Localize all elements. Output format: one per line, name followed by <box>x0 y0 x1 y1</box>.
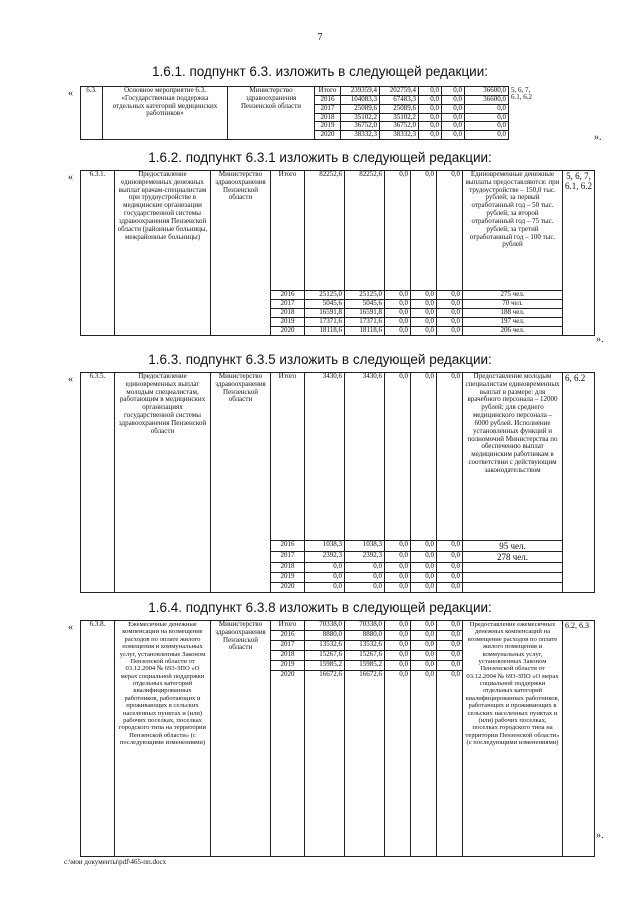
regional-cell: 16591,8 <box>345 309 385 318</box>
value-cell: 0,0 <box>437 661 463 671</box>
regional-cell: 15985,2 <box>345 661 385 671</box>
regional-cell: 67483,3 <box>380 96 419 105</box>
regional-cell: 3430,6 <box>345 373 385 541</box>
executor: Министерство здравоохранения Пензенской области <box>211 171 271 336</box>
value-cell: 0,0 <box>385 563 411 573</box>
row-code: 6.3.8. <box>81 621 115 857</box>
section-heading-6-3: 1.6.1. подпункт 6.3. изложить в следующей редакции: <box>151 64 489 79</box>
value-cell: 0,0 <box>437 291 463 300</box>
value-cell: 0,0 <box>419 131 442 140</box>
value-cell: 0,0 <box>437 373 463 541</box>
value-cell: 0,0 <box>411 671 437 857</box>
year-cell: 2018 <box>271 309 305 318</box>
total-cell: 25089,6 <box>341 104 380 113</box>
value-cell: 0,0 <box>437 651 463 661</box>
result-count: 70 чел. <box>463 300 563 309</box>
value-cell: 0,0 <box>411 552 437 563</box>
value-cell: 0,0 <box>411 541 437 552</box>
regional-cell: 13532,6 <box>345 641 385 651</box>
value-cell: 0,0 <box>465 122 509 131</box>
total-cell: 239359,4 <box>341 87 380 96</box>
year-cell: 2016 <box>271 631 305 641</box>
table-6-3 <box>80 86 539 140</box>
regional-cell: 202759,4 <box>380 87 419 96</box>
value-cell: 0,0 <box>411 291 437 300</box>
value-cell: 0,0 <box>411 300 437 309</box>
value-cell: 0,0 <box>411 171 437 291</box>
result-count <box>463 563 563 573</box>
value-cell: 0,0 <box>411 309 437 318</box>
total-cell: 25125,0 <box>305 291 345 300</box>
year-cell: 2018 <box>315 113 341 122</box>
year-cell: 2017 <box>271 552 305 563</box>
result-count: 188 чел. <box>463 309 563 318</box>
value-cell: 0,0 <box>442 113 465 122</box>
total-cell: 0,0 <box>305 573 345 583</box>
value-cell: 0,0 <box>411 563 437 573</box>
year-cell: Итого <box>271 373 305 541</box>
value-cell: 0,0 <box>437 583 463 593</box>
year-cell: Итого <box>315 87 341 96</box>
value-cell: 0,0 <box>419 113 442 122</box>
measure-name: Предоставление единовременных выплат молодым специалистам, работающим в медицинских организациях государственной системы здравоохранения Пензенской области <box>115 373 211 593</box>
executor: Министерство здравоохранения Пензенской области <box>228 87 315 140</box>
total-cell: 38332,3 <box>341 131 380 140</box>
result-text: Единовременные денежные выплаты предоставляются: при трудоустройстве – 150,0 тыс. рублей; за первый отработанный год – 50 тыс. рублей; за второй отработанный год – 75 тыс. рублей; за третий отработанный год – 100 тыс. рублей <box>463 171 563 291</box>
value-cell: 0,0 <box>437 563 463 573</box>
value-cell: 0,0 <box>411 583 437 593</box>
value-cell: 0,0 <box>465 104 509 113</box>
goals: 6.2, 6.3 <box>563 621 595 857</box>
total-cell: 16591,8 <box>305 309 345 318</box>
value-cell: 0,0 <box>385 373 411 541</box>
year-cell: 2020 <box>271 327 305 336</box>
total-cell: 1038,3 <box>305 541 345 552</box>
page-number: 7 <box>317 32 323 43</box>
total-cell: 13532,6 <box>305 641 345 651</box>
value-cell: 0,0 <box>437 552 463 563</box>
goals: 5, 6, 7, 6.1, 6.2 <box>563 171 595 336</box>
quote-close: ». <box>596 334 604 345</box>
measure-name: Ежемесячные денежные компенсации на возмещение расходов по оплате жилого помещения и коммунальных услуг, установленные Законом Пензенской области от 03.12.2004 № 693-ЗПО «О мерах социальной поддержки отдельных категорий квалифицированных работников, работающих и проживающих в сельских населенных пунктах и (или) рабочих поселках, поселках городского типа на территории Пензенской области» (с последующими изменениями) <box>115 621 211 857</box>
value-cell: 0,0 <box>385 671 411 857</box>
value-cell: 0,0 <box>465 131 509 140</box>
value-cell: 0,0 <box>437 573 463 583</box>
total-cell: 8880,0 <box>305 631 345 641</box>
year-cell: 2019 <box>271 573 305 583</box>
quote-open: « <box>68 622 73 633</box>
value-cell: 0,0 <box>437 621 463 631</box>
regional-cell: 5045,6 <box>345 300 385 309</box>
value-cell: 36600,0 <box>465 87 509 96</box>
value-cell: 0,0 <box>442 131 465 140</box>
year-cell: Итого <box>271 171 305 291</box>
table-6-3-8 <box>80 620 595 857</box>
value-cell: 0,0 <box>442 104 465 113</box>
year-cell: 2018 <box>271 651 305 661</box>
value-cell: 0,0 <box>419 104 442 113</box>
total-cell: 15985,2 <box>305 661 345 671</box>
regional-cell: 1038,3 <box>345 541 385 552</box>
section-heading-6-3-1: 1.6.2. подпункт 6.3.1 изложить в следующей редакции: <box>148 150 492 165</box>
total-cell: 82252,6 <box>305 171 345 291</box>
value-cell: 0,0 <box>385 641 411 651</box>
regional-cell: 25125,0 <box>345 291 385 300</box>
total-cell: 104083,3 <box>341 96 380 105</box>
regional-cell: 25089,6 <box>380 104 419 113</box>
total-cell: 17371,6 <box>305 318 345 327</box>
section-heading-6-3-5: 1.6.3. подпункт 6.3.5 изложить в следующей редакции: <box>148 352 492 367</box>
regional-cell: 0,0 <box>345 563 385 573</box>
value-cell: 0,0 <box>437 327 463 336</box>
quote-open: « <box>68 374 73 385</box>
year-cell: 2020 <box>271 671 305 857</box>
total-cell: 15267,6 <box>305 651 345 661</box>
goals: 5, 6, 7, 6.1, 6.2 <box>511 86 532 102</box>
value-cell: 0,0 <box>442 96 465 105</box>
result-count: 206 чел. <box>463 327 563 336</box>
value-cell: 0,0 <box>411 327 437 336</box>
year-cell: 2016 <box>271 541 305 552</box>
year-cell: 2017 <box>315 104 341 113</box>
value-cell: 0,0 <box>385 651 411 661</box>
result-text: Предоставление молодым специалистам единовременных выплат в размере: для врачебного персонала – 12000 рублей; для среднего медицинского персонала – 6000 рублей. Исполнение установленных функций и полномочий Министерства по обеспечению выплат медицинским работникам в соответствии с действующим законодательством <box>463 373 563 541</box>
year-cell: 2020 <box>271 583 305 593</box>
total-cell: 70338,0 <box>305 621 345 631</box>
regional-cell: 0,0 <box>345 583 385 593</box>
value-cell: 0,0 <box>385 552 411 563</box>
total-cell: 0,0 <box>305 583 345 593</box>
measure-name: Предоставление единовременных денежных выплат врачам-специалистам при трудоустройстве в медицинские организации государственной системы здравоохранения Пензенской области (районные больницы, межрайонные больницы) <box>115 171 211 336</box>
regional-cell: 17371,6 <box>345 318 385 327</box>
value-cell: 0,0 <box>385 583 411 593</box>
executor: Министерство здравоохранения Пензенской области <box>211 621 271 857</box>
result-count: 275 чел. <box>463 291 563 300</box>
value-cell: 0,0 <box>411 318 437 327</box>
result-count <box>463 583 563 593</box>
value-cell: 0,0 <box>419 87 442 96</box>
table-6-3-1 <box>80 170 595 336</box>
result-count: 95 чел. <box>463 541 563 552</box>
total-cell: 2392,3 <box>305 552 345 563</box>
quote-close: ». <box>594 132 602 143</box>
regional-cell: 82252,6 <box>345 171 385 291</box>
row-code: 6.3.1. <box>81 171 115 336</box>
value-cell: 0,0 <box>385 621 411 631</box>
value-cell: 0,0 <box>437 300 463 309</box>
year-cell: 2017 <box>271 300 305 309</box>
value-cell: 0,0 <box>385 573 411 583</box>
measure-name: Основное мероприятие 6.3. «Государственная поддержка отдельных категорий медицинских работников» <box>103 87 228 140</box>
value-cell: 0,0 <box>411 373 437 541</box>
value-cell: 0,0 <box>385 291 411 300</box>
value-cell: 0,0 <box>385 661 411 671</box>
regional-cell: 0,0 <box>345 573 385 583</box>
year-cell: 2019 <box>271 661 305 671</box>
total-cell: 16672,6 <box>305 671 345 857</box>
regional-cell: 70338,0 <box>345 621 385 631</box>
value-cell: 0,0 <box>385 309 411 318</box>
value-cell: 0,0 <box>411 621 437 631</box>
row-code: 6.3.5. <box>81 373 115 593</box>
total-cell: 0,0 <box>305 563 345 573</box>
regional-cell: 38332,3 <box>380 131 419 140</box>
quote-open: « <box>68 88 73 99</box>
year-cell: 2019 <box>315 122 341 131</box>
value-cell: 0,0 <box>411 651 437 661</box>
value-cell: 0,0 <box>437 541 463 552</box>
section-heading-6-3-8: 1.6.4. подпункт 6.3.8 изложить в следующей редакции: <box>148 600 492 615</box>
value-cell: 0,0 <box>385 327 411 336</box>
regional-cell: 2392,3 <box>345 552 385 563</box>
regional-cell: 16672,6 <box>345 671 385 857</box>
value-cell: 0,0 <box>437 671 463 857</box>
value-cell: 0,0 <box>442 87 465 96</box>
value-cell: 0,0 <box>437 318 463 327</box>
total-cell: 18118,6 <box>305 327 345 336</box>
regional-cell: 15267,6 <box>345 651 385 661</box>
value-cell: 0,0 <box>419 122 442 131</box>
value-cell: 0,0 <box>437 641 463 651</box>
year-cell: 2020 <box>315 131 341 140</box>
executor: Министерство здравоохранения Пензенской области <box>211 373 271 593</box>
year-cell: Итого <box>271 621 305 631</box>
value-cell: 0,0 <box>419 96 442 105</box>
total-cell: 36752,0 <box>341 122 380 131</box>
year-cell: 2017 <box>271 641 305 651</box>
row-code: 6.3. <box>81 87 103 140</box>
result-text: Предоставление ежемесячных денежных компенсаций на возмещение расходов по оплате жилого помещения и коммунальных услуг, установленных Законом Пензенской области от 03.12.2004 № 693-ЗПО «О мерах социальной поддержки отдельных категорий квалифицированных работников, работающих и проживающих в сельских населенных пунктах и (или) рабочих поселках, поселках городского типа на территории Пензенской области» (с последующими изменениями) <box>463 621 563 857</box>
value-cell: 0,0 <box>411 631 437 641</box>
footer-file-path: c:\мои документы\pdf\465-пп.docx <box>64 858 167 866</box>
year-cell: 2019 <box>271 318 305 327</box>
goals: 6, 6.2 <box>563 373 595 593</box>
value-cell: 0,0 <box>385 318 411 327</box>
value-cell: 0,0 <box>385 541 411 552</box>
value-cell: 0,0 <box>385 631 411 641</box>
value-cell: 0,0 <box>442 122 465 131</box>
value-cell: 0,0 <box>437 309 463 318</box>
regional-cell: 35102,2 <box>380 113 419 122</box>
regional-cell: 36752,0 <box>380 122 419 131</box>
quote-open: « <box>68 172 73 183</box>
total-cell: 3430,6 <box>305 373 345 541</box>
total-cell: 35102,2 <box>341 113 380 122</box>
year-cell: 2018 <box>271 563 305 573</box>
value-cell: 0,0 <box>437 631 463 641</box>
value-cell: 0,0 <box>411 641 437 651</box>
value-cell: 0,0 <box>385 171 411 291</box>
result-count: 197 чел. <box>463 318 563 327</box>
value-cell: 0,0 <box>411 573 437 583</box>
regional-cell: 18118,6 <box>345 327 385 336</box>
value-cell: 36600,0 <box>465 96 509 105</box>
table-6-3-5 <box>80 372 595 593</box>
result-count: 278 чел. <box>463 552 563 563</box>
year-cell: 2016 <box>271 291 305 300</box>
value-cell: 0,0 <box>465 113 509 122</box>
value-cell: 0,0 <box>437 171 463 291</box>
value-cell: 0,0 <box>385 300 411 309</box>
regional-cell: 8880,0 <box>345 631 385 641</box>
result-count <box>463 573 563 583</box>
value-cell: 0,0 <box>411 661 437 671</box>
total-cell: 5045,6 <box>305 300 345 309</box>
year-cell: 2016 <box>315 96 341 105</box>
quote-close: ». <box>596 830 604 841</box>
